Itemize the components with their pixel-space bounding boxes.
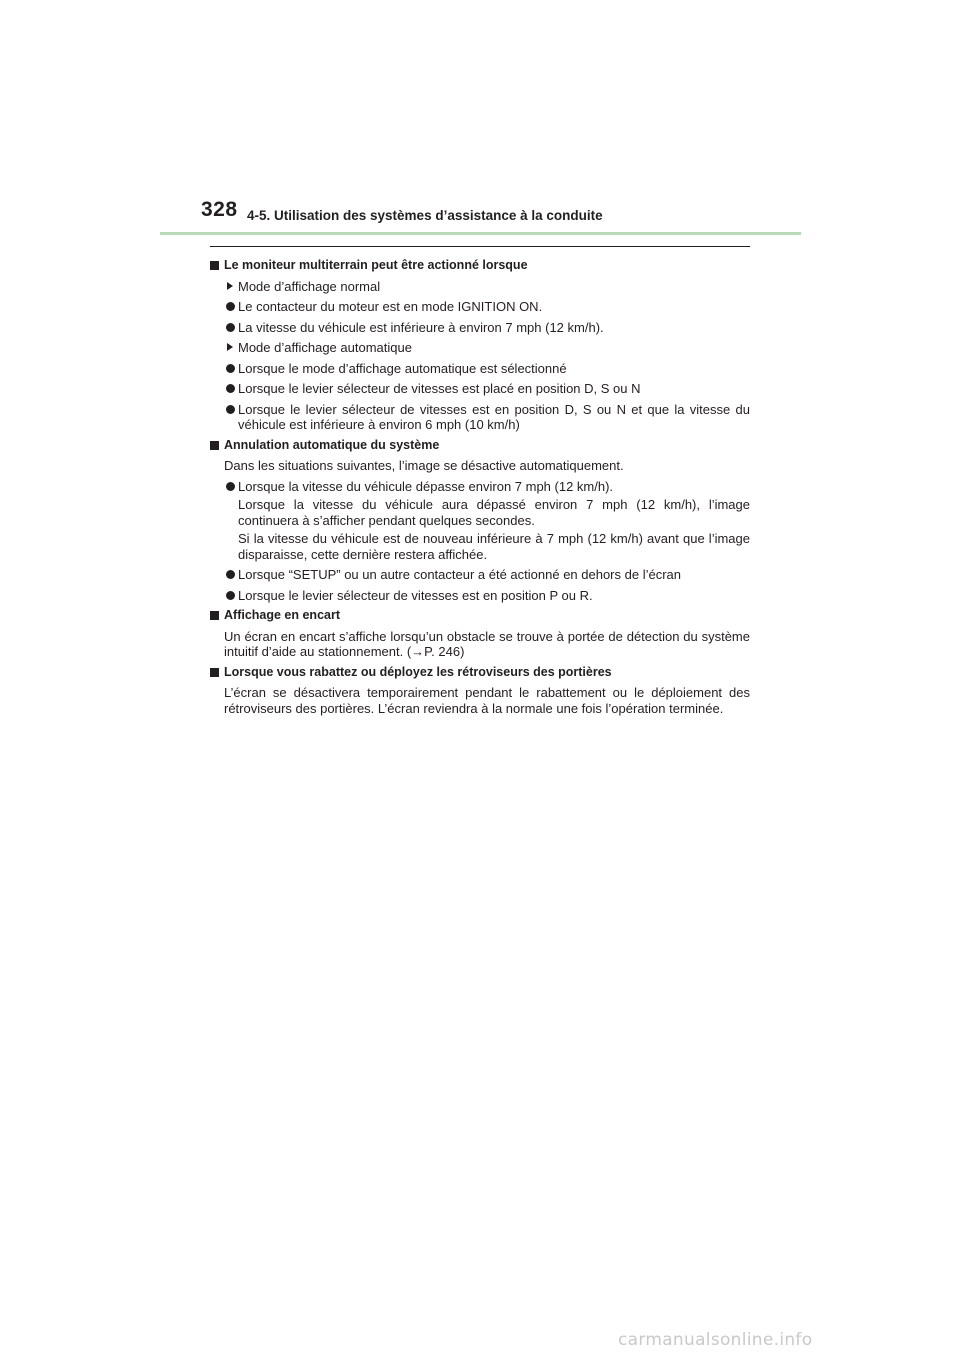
circle-bullet-icon xyxy=(226,482,235,491)
square-bullet-icon xyxy=(210,441,219,450)
paragraph: L’écran se désactivera temporairement pendant le rabattement ou le déploiement des rétroviseurs des portières. L’écran reviendra à la normale une fois l’opération terminée. xyxy=(224,685,750,716)
section-title: 4-5. Utilisation des systèmes d’assistance à la conduite xyxy=(247,208,603,223)
circle-bullet-icon xyxy=(226,591,235,600)
list-item xyxy=(210,361,750,377)
list-item-text: Lorsque la vitesse du véhicule dépasse environ 7 mph (12 km/h). xyxy=(238,478,614,494)
sub-heading-text: Mode d’affichage normal xyxy=(238,278,381,294)
sub-heading xyxy=(210,340,750,356)
sub-heading xyxy=(210,279,750,295)
triangle-bullet-icon xyxy=(227,343,233,351)
list-item-text: Lorsque le mode d’affichage automatique est sélectionné xyxy=(238,360,567,376)
list-item-text: Lorsque le levier sélecteur de vitesses est en position P ou R. xyxy=(238,587,593,603)
sub-heading-text: Mode d’affichage automatique xyxy=(238,340,412,355)
heading-text: Affichage en encart xyxy=(224,608,341,622)
content-divider xyxy=(210,246,750,247)
circle-bullet-icon xyxy=(226,570,235,579)
section-heading xyxy=(210,258,750,274)
list-item xyxy=(210,588,750,604)
list-item xyxy=(210,402,750,433)
list-item xyxy=(210,381,750,397)
list-item-note: Lorsque la vitesse du véhicule aura dépassé environ 7 mph (12 km/h), l’image continuera à s’afficher pendant quelques secondes. xyxy=(238,497,750,528)
circle-bullet-icon xyxy=(226,364,235,373)
header-divider xyxy=(160,232,801,235)
list-item xyxy=(210,567,750,583)
list-item-text: Le contacteur du moteur est en mode IGNITION ON. xyxy=(238,299,543,314)
content-body xyxy=(210,258,750,721)
circle-bullet-icon xyxy=(226,384,235,393)
section-heading xyxy=(210,665,750,681)
section-heading xyxy=(210,608,750,624)
heading-text: Lorsque vous rabattez ou déployez les rétroviseurs des portières xyxy=(224,664,612,679)
list-item-note: Si la vitesse du véhicule est de nouveau inférieure à 7 mph (12 km/h) avant que l’image disparaisse, cette dernière restera affichée. xyxy=(238,531,750,562)
list-item-text: Lorsque le levier sélecteur de vitesses est en position D, S ou N et que la vitesse du véhicule est inférieure à environ 6 mph (10 km/h) xyxy=(238,401,750,432)
paragraph: Un écran en encart s’affiche lorsqu’un obstacle se trouve à portée de détection du système intuitif d’aide au stationnement. (→P. 246) xyxy=(224,628,750,659)
list-item-text: La vitesse du véhicule est inférieure à environ 7 mph (12 km/h). xyxy=(238,319,604,335)
square-bullet-icon xyxy=(210,261,219,270)
page-number: 328 xyxy=(201,198,238,221)
square-bullet-icon xyxy=(210,668,219,677)
heading-text: Le moniteur multiterrain peut être actionné lorsque xyxy=(224,258,528,272)
triangle-bullet-icon xyxy=(227,282,233,290)
list-item xyxy=(210,320,750,336)
list-item-text: Lorsque le levier sélecteur de vitesses est placé en position D, S ou N xyxy=(238,381,641,396)
list-item xyxy=(210,299,750,315)
circle-bullet-icon xyxy=(226,405,235,414)
watermark: carmanualsonline.info xyxy=(618,1330,813,1350)
square-bullet-icon xyxy=(210,611,219,620)
section-heading xyxy=(210,438,750,454)
circle-bullet-icon xyxy=(226,302,235,311)
list-item-text: Lorsque “SETUP” ou un autre contacteur a été actionné en dehors de l’écran xyxy=(238,567,681,582)
circle-bullet-icon xyxy=(226,323,235,332)
paragraph: Dans les situations suivantes, l’image se désactive automatiquement. xyxy=(224,458,624,473)
list-item xyxy=(210,479,750,495)
heading-text: Annulation automatique du système xyxy=(224,437,440,452)
